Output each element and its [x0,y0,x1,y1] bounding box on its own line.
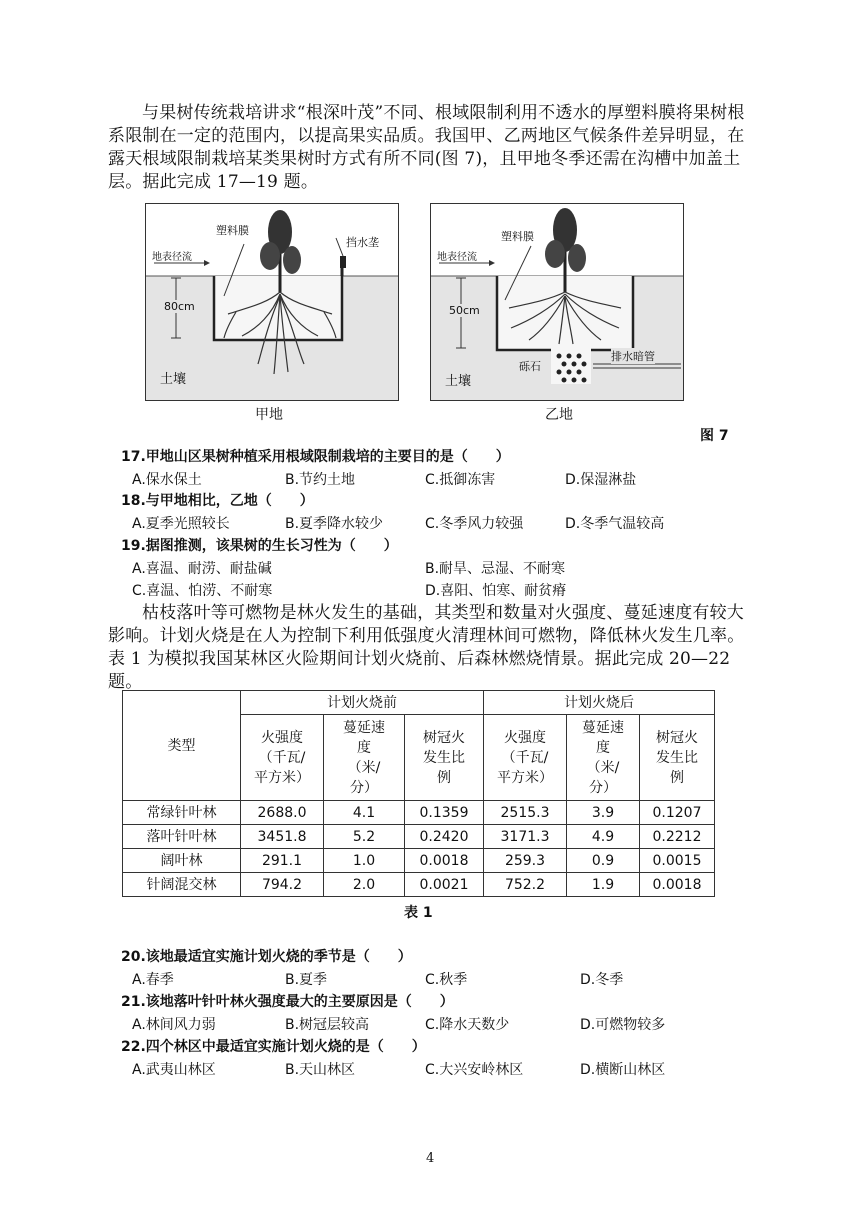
table-cell: 259.3 [484,849,567,873]
q19-option-c[interactable]: C.喜温、怕涝、不耐寒 [132,583,273,599]
header-crown-fire-ratio: 树冠火 发生比 例 [405,715,484,801]
header-spread-speed: 蔓延速 度 （米/ 分） [324,715,405,801]
group-header-after: 计划火烧后 [484,691,715,715]
table-row [123,825,715,849]
table-cell: 5.2 [324,825,405,849]
table-cell: 0.0018 [640,873,715,897]
q18-option-b[interactable]: B.夏季降水较少 [285,516,384,532]
table-cell: 794.2 [241,873,324,897]
q21-option-b[interactable]: B.树冠层较高 [285,1017,370,1033]
figure-caption-yi: 乙地 [545,407,573,423]
table-cell: 1.0 [324,849,405,873]
header-fire-intensity: 火强度 （千瓦/ 平方米） [484,715,567,801]
table-row [123,873,715,897]
table-cell: 2688.0 [241,801,324,825]
q19-option-a[interactable]: A.喜温、耐涝、耐盐碱 [132,561,272,577]
figure-panel-yi [430,203,684,401]
table-group-header-row [123,691,715,715]
q17-option-d[interactable]: D.保湿淋盐 [565,472,637,488]
row-type: 针阔混交林 [123,873,241,897]
question-22-stem: 22.四个林区中最适宜实施计划火烧的是（ ） [121,1039,426,1055]
q22-option-b[interactable]: B.天山林区 [285,1062,356,1078]
soil-label-yi: 土壤 [445,374,472,389]
gravel-label: 砾石 [519,360,541,373]
q21-option-d[interactable]: D.可燃物较多 [580,1017,666,1033]
table-caption: 表 1 [404,905,433,921]
q22-option-a[interactable]: A.武夷山林区 [132,1062,216,1078]
barrier-label: 挡水垄 [346,236,379,249]
q18-option-a[interactable]: A.夏季光照较长 [132,516,230,532]
table-cell: 3171.3 [484,825,567,849]
q20-option-a[interactable]: A.春季 [132,972,174,988]
header-crown-fire-ratio: 树冠火 发生比 例 [640,715,715,801]
fire-data-table [122,690,715,897]
table-cell: 2515.3 [484,801,567,825]
runoff-label-yi: 地表径流 [437,252,477,263]
q17-option-a[interactable]: A.保水保土 [132,472,202,488]
table-cell: 1.9 [567,873,640,897]
q21-option-a[interactable]: A.林间风力弱 [132,1017,216,1033]
row-type: 阔叶林 [123,849,241,873]
intro-paragraph-2: 枯枝落叶等可燃物是林火发生的基础，其类型和数量对火强度、蔓延速度有较大影响。计划火烧是在人为控制下利用低强度火清理林间可燃物，降低林火发生几率。表 1 为模拟我国某林区火险期间计划火烧前、后森林燃烧情景。据此完成 20—22 题。 [108,603,745,692]
q17-option-c[interactable]: C.抵御冻害 [425,472,496,488]
q22-option-c[interactable]: C.大兴安岭林区 [425,1062,524,1078]
table-cell: 4.1 [324,801,405,825]
question-17-stem: 17.甲地山区果树种植采用根域限制栽培的主要目的是（ ） [121,449,510,465]
depth-label-yi: 50cm [449,304,480,317]
table-cell: 3.9 [567,801,640,825]
table-cell: 2.0 [324,873,405,897]
header-fire-intensity: 火强度 （千瓦/ 平方米） [241,715,324,801]
q20-option-c[interactable]: C.秋季 [425,972,468,988]
q20-option-b[interactable]: B.夏季 [285,972,328,988]
table-cell: 0.0015 [640,849,715,873]
question-21-stem: 21.该地落叶针叶林火强度最大的主要原因是（ ） [121,994,454,1010]
q19-option-b[interactable]: B.耐旱、忌湿、不耐寒 [425,561,566,577]
intro-paragraph-1: 与果树传统栽培讲求“根深叶茂”不同、根域限制利用不透水的厚塑料膜将果树根系限制在一定的范围内，以提高果实品质。我国甲、乙两地区气候条件差异明显，在露天根域限制栽培某类果树时方式有所不同(图 7)，且甲地冬季还需在沟槽中加盖土层。据此完成 17—19 题。 [108,103,745,192]
q21-option-c[interactable]: C.降水天数少 [425,1017,510,1033]
table-cell: 752.2 [484,873,567,897]
q20-option-d[interactable]: D.冬季 [580,972,624,988]
question-20-stem: 20.该地最适宜实施计划火烧的季节是（ ） [121,949,412,965]
q18-option-c[interactable]: C.冬季风力较强 [425,516,524,532]
table-cell: 291.1 [241,849,324,873]
q17-option-b[interactable]: B.节约土地 [285,472,356,488]
q18-option-d[interactable]: D.冬季气温较高 [565,516,665,532]
soil-label-jia: 土壤 [160,372,187,387]
table-cell: 0.2212 [640,825,715,849]
table-cell: 0.9 [567,849,640,873]
group-header-before: 计划火烧前 [241,691,484,715]
table-cell: 4.9 [567,825,640,849]
drain-pipe-label: 排水暗管 [611,350,655,363]
membrane-label-yi: 塑料膜 [501,230,534,243]
type-header: 类型 [123,691,241,801]
figure-number: 图 7 [700,428,729,444]
header-spread-speed: 蔓延速 度 （米/ 分） [567,715,640,801]
table-cell: 0.1207 [640,801,715,825]
table-cell: 0.0018 [405,849,484,873]
question-18-stem: 18.与甲地相比，乙地（ ） [121,493,314,509]
question-19-stem: 19.据图推测，该果树的生长习性为（ ） [121,538,398,554]
table-cell: 0.0021 [405,873,484,897]
table-cell: 3451.8 [241,825,324,849]
row-type: 落叶针叶林 [123,825,241,849]
runoff-label-jia: 地表径流 [152,252,192,263]
q22-option-d[interactable]: D.横断山林区 [580,1062,666,1078]
figure-caption-jia: 甲地 [255,407,283,423]
membrane-label-jia: 塑料膜 [216,224,249,237]
table-cell: 0.2420 [405,825,484,849]
q19-option-d[interactable]: D.喜阳、怕寒、耐贫瘠 [425,583,567,599]
row-type: 常绿针叶林 [123,801,241,825]
figure-panel-jia [145,203,399,401]
table-row [123,849,715,873]
table-cell: 0.1359 [405,801,484,825]
table-row [123,801,715,825]
depth-label-jia: 80cm [164,300,195,313]
page-number: 4 [426,1151,435,1166]
